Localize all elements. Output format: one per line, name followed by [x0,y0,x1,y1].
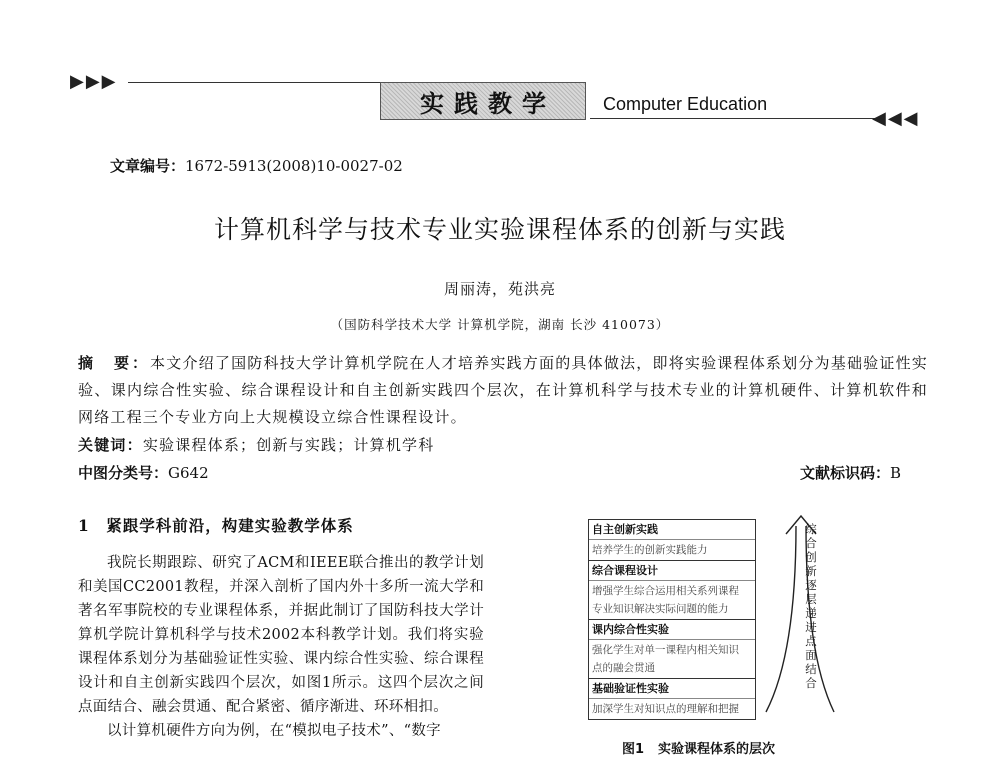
paper-authors: 周丽涛，苑洪亮 [443,280,556,298]
header-rule-left [128,82,386,83]
figure-caption [622,738,775,757]
figure-level-title: 课内综合性实验 [592,623,669,636]
figure-level-title: 基础验证性实验 [592,682,669,695]
paper-affiliation: （国防科学技术大学 计算机学院，湖南 长沙 410073） [330,317,670,332]
figure-arrow-graphic [756,514,846,714]
figure-vertical-label: 综合创新 逐层递进 点面结合 [805,522,817,690]
article-number-value: 1672-5913(2008)10-0027-02 [185,157,403,175]
figure-levels-box [588,519,756,720]
figure-level-desc [589,639,755,678]
section-banner [380,82,586,120]
figure-level-desc-line: 增强学生综合运用相关系列课程 [592,585,739,597]
body-paragraph-2: 以计算机硬件方向为例，在“模拟电子技术”、“数字 [107,723,441,739]
article-number-label: 文章编号： [110,157,186,175]
figure-level [589,679,755,719]
figure-level [589,561,755,620]
paper-title: 计算机科学与技术专业实验课程体系的创新与实践 [213,215,786,244]
header-rule-right [590,118,875,119]
abstract-text: 本文介绍了国防科技大学计算机学院在人才培养实践方面的具体做法，即将实验课程体系划分为基础验证性实验、课内综合性实验、综合课程设计和自主创新实践四个层次，在计算机科学与技术专业的计算机硬件、计算机软件和网络工程三个专业方向上大规模设立综合性课程设计。 [78,354,928,426]
figure-level-desc [589,539,755,560]
section-label: 实践教学 [420,88,556,118]
figure-level-desc-line: 点的融会贯通 [592,662,655,674]
figure-level [589,620,755,679]
keywords-text: 实验课程体系；创新与实践；计算机学科 [142,436,435,454]
figure-level-desc-line: 专业知识解决实际问题的能力 [592,603,729,615]
figure-level-desc-line: 强化学生对单一课程内相关知识 [592,644,739,656]
figure-level-desc [589,580,755,619]
article-number [110,155,403,176]
clc-number [78,462,209,483]
figure-level-desc-line: 培养学生的创新实践能力 [592,544,708,556]
clc-label: 中图分类号： [78,464,169,482]
doc-code-value: B [890,464,902,482]
figure-caption-number: 图1 [622,742,645,757]
keywords [78,434,434,455]
header-arrows-right: ◀◀◀ [872,108,920,129]
section-heading: 1 紧跟学科前沿，构建实验教学体系 [78,516,354,535]
figure-level-desc [589,698,755,719]
figure-level-desc-line: 加深学生对知识点的理解和把握 [592,703,739,715]
arrow-curve-left [766,526,796,712]
abstract [78,350,928,431]
keywords-label: 关键词： [78,436,143,454]
abstract-label: 摘 要： [78,354,151,372]
clc-value: G642 [168,464,209,482]
figure-level-title: 自主创新实践 [592,523,658,536]
header-arrows-left: ▶▶▶ [70,71,118,92]
figure-level [589,520,755,561]
doc-code-label: 文献标识码： [800,464,891,482]
body-paragraph-1: 我院长期跟踪、研究了ACM和IEEE联合推出的教学计划和美国CC2001教程，并深入剖析了国内外十多所一流大学和著名军事院校的专业课程体系，并据此制订了国防科技大学计算机学院计算机科学与技术2002本科教学计划。我们将实验课程体系划分为基础验证性实验、课内综合性实验、综合课程设计和自主创新实践四个层次，如图1所示。这四个层次之间点面结合、融会贯通、配合紧密、循序渐进、环环相扣。 [78,555,484,715]
section-body [78,551,484,743]
magazine-title: Computer Education [603,94,768,114]
figure-caption-text: 实验课程体系的层次 [658,742,776,757]
figure-level-title: 综合课程设计 [592,564,658,577]
document-code [800,462,901,483]
